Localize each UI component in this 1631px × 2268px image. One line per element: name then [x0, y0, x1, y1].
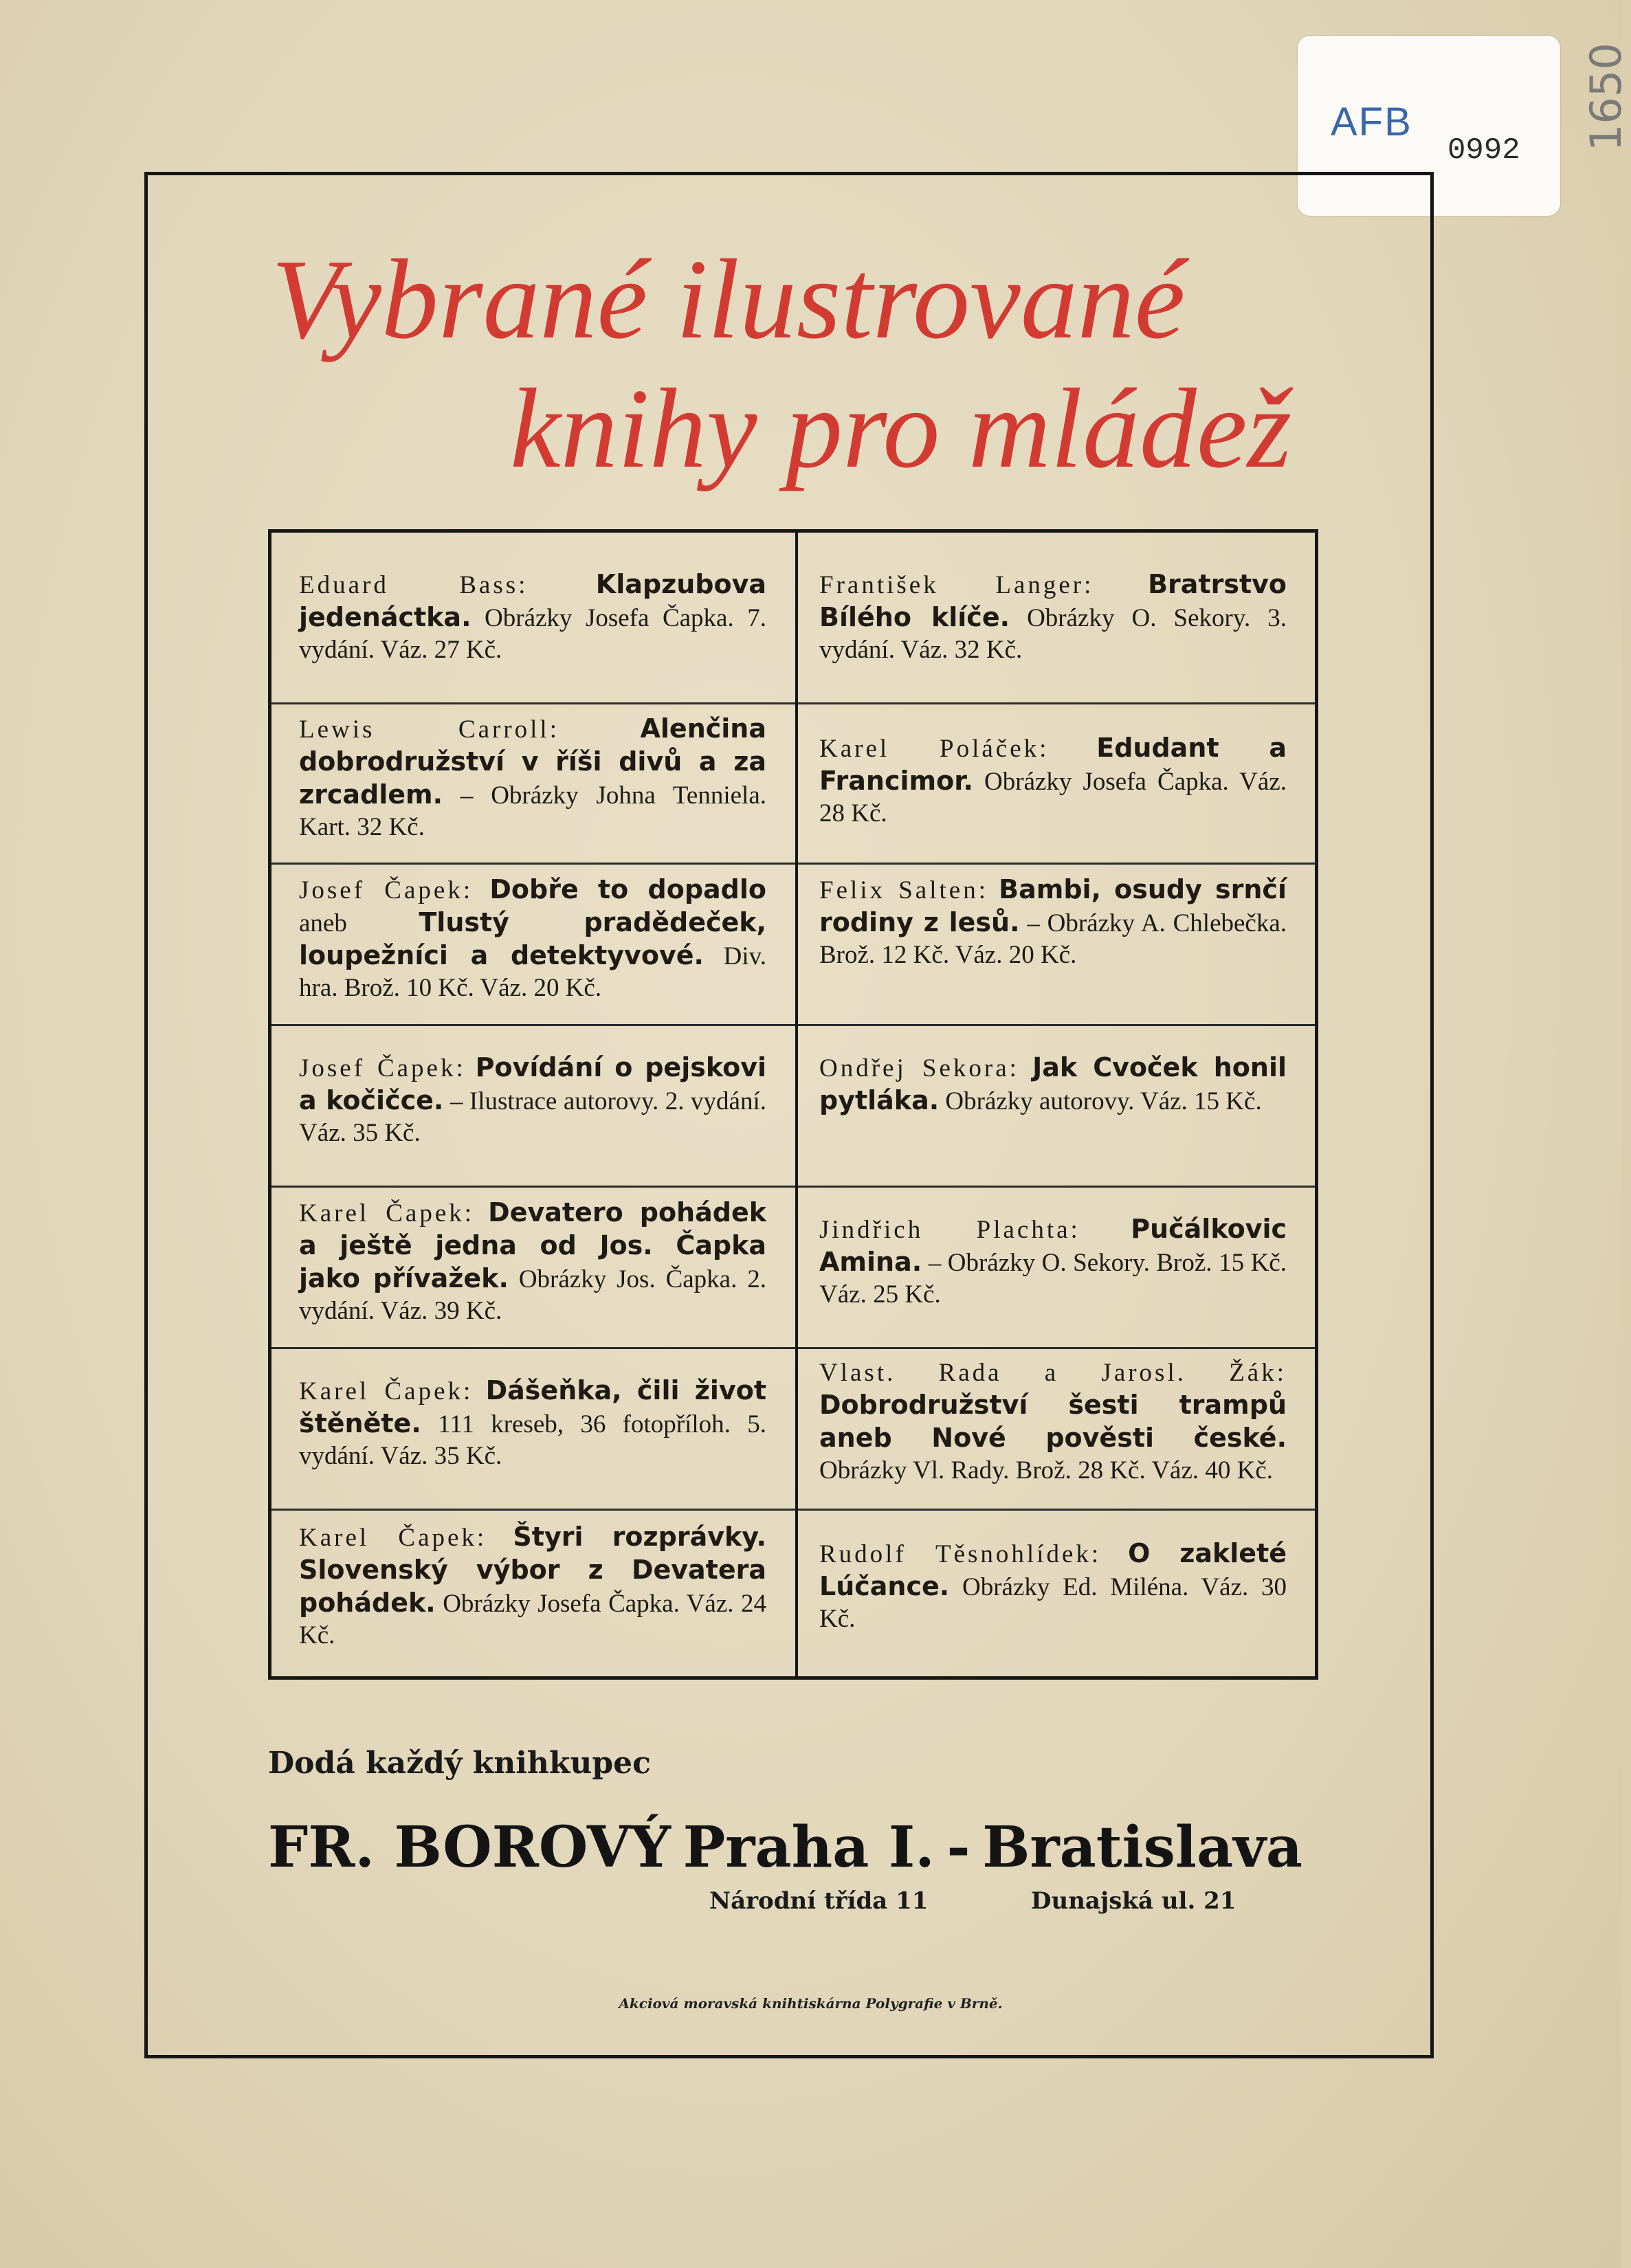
book-author: František Langer:	[819, 571, 1094, 599]
publisher-line	[268, 1814, 1302, 1880]
headline-line-1: Vybrané ilustrované	[271, 236, 1186, 362]
row-divider	[271, 1347, 795, 1349]
row-divider	[271, 1186, 795, 1188]
book-author: Karel Čapek:	[299, 1199, 475, 1227]
book-details: Obrázky Vl. Rady. Brož. 28 Kč. Váz. 40 Kč.	[819, 1456, 1274, 1485]
book-title: Dášeňka, čili život štěněte.	[299, 1375, 766, 1438]
book-subtitle: Tlustý pradědeček, loupežníci a detektyvové.	[299, 907, 766, 970]
publisher-city-1: Praha I.	[683, 1814, 935, 1880]
row-divider	[798, 1024, 1315, 1026]
book-details: – Obrázky O. Sekory. Brož. 15 Kč. Váz. 25 Kč.	[819, 1249, 1287, 1309]
book-entry	[819, 874, 1287, 971]
row-divider	[798, 863, 1315, 865]
book-entry	[299, 1197, 766, 1327]
book-entry	[299, 874, 766, 1004]
book-author: Karel Čapek:	[299, 1377, 474, 1405]
book-entry	[299, 1375, 766, 1472]
book-author: Ondřej Sekora:	[819, 1054, 1019, 1082]
archive-code: AFB	[1331, 100, 1412, 144]
book-title: Devatero pohádek a ještě jedna od Jos. Čapka jako přívažek.	[299, 1197, 766, 1293]
book-details: Obrázky Josefa Čapka. Váz. 28 Kč.	[819, 768, 1287, 827]
row-divider	[271, 702, 795, 704]
book-author: Felix Salten:	[819, 876, 988, 904]
book-details: Obrázky Josefa Čapka. Váz. 24 Kč.	[299, 1590, 766, 1649]
book-author: Josef Čapek:	[299, 876, 474, 904]
row-divider	[798, 1186, 1315, 1188]
book-entry	[819, 1052, 1287, 1118]
book-author: Karel Poláček:	[819, 735, 1050, 763]
book-author: Vlast. Rada a Jarosl. Žák:	[819, 1359, 1287, 1387]
book-author: Eduard Bass:	[299, 571, 529, 599]
book-details: – Obrázky Johna Tenniela. Kart. 32 Kč.	[299, 781, 766, 841]
book-author: Josef Čapek:	[299, 1054, 466, 1082]
book-author: Karel Čapek:	[299, 1524, 487, 1552]
book-entry	[819, 568, 1287, 666]
handwritten-note: 1650	[1581, 43, 1631, 151]
row-divider	[798, 1347, 1315, 1349]
publisher-city-2: Bratislava	[982, 1814, 1302, 1880]
book-entry	[819, 1537, 1287, 1635]
book-entry	[819, 1213, 1287, 1311]
book-title: O zakleté Lúčance.	[819, 1538, 1287, 1601]
book-details: Obrázky Josefa Čapka. 7. vydání. Váz. 27 Kč.	[299, 604, 767, 664]
book-author: Lewis Carroll:	[299, 715, 559, 744]
book-details: Obrázky Ed. Miléna. Váz. 30 Kč.	[819, 1573, 1287, 1633]
book-author: Rudolf Těsnohlídek:	[819, 1540, 1102, 1568]
book-entry	[299, 568, 766, 666]
book-title: Alenčina dobrodružství v říši divů a za zrcadlem.	[299, 713, 766, 810]
book-details: 111 kreseb, 36 fotopříloh. 5. vydání. Váz. 35 Kč.	[299, 1410, 766, 1470]
book-title: Dobře to dopadlo	[489, 874, 766, 904]
publisher-separator: -	[946, 1814, 970, 1880]
book-details: Div. hra. Brož. 10 Kč. Váz. 20 Kč.	[299, 942, 766, 1002]
archive-number: 0992	[1447, 133, 1520, 168]
book-title: Edudant a Francimor.	[819, 733, 1287, 796]
publisher-name: FR. BOROVÝ	[268, 1814, 672, 1880]
address-praha: Národní třída 11	[709, 1887, 929, 1915]
book-title: Jak Cvoček honil pytláka.	[819, 1052, 1287, 1115]
book-title: Štyri rozprávky. Slovenský výbor z Devatera pohádek.	[299, 1522, 766, 1618]
book-entry	[299, 1521, 766, 1652]
address-bratislava: Dunajská ul. 21	[1031, 1887, 1236, 1915]
book-title: Povídání o pejskovi a kočičce.	[299, 1052, 766, 1115]
book-entry	[819, 732, 1287, 830]
book-details: – Ilustrace autorovy. 2. vydání. Váz. 35 Kč.	[299, 1087, 766, 1147]
book-details: Obrázky O. Sekory. 3. vydání. Váz. 32 Kč.	[819, 604, 1287, 664]
book-entry	[299, 713, 766, 843]
book-title: Bambi, osudy srnčí rodiny z lesů.	[819, 874, 1287, 937]
delivery-note: Dodá každý knihkupec	[268, 1746, 651, 1781]
book-list-table	[268, 529, 1318, 1680]
row-divider	[271, 1509, 795, 1511]
book-title: Pučálkovic Amina.	[819, 1214, 1287, 1277]
book-title: Dobrodružství šesti trampů aneb Nové pověsti české.	[819, 1390, 1287, 1453]
book-title: Bratrstvo Bílého klíče.	[819, 569, 1287, 632]
row-divider	[798, 702, 1315, 704]
book-details: – Obrázky A. Chlebečka. Brož. 12 Kč. Váz. 20 Kč.	[819, 909, 1287, 969]
book-title: Klapzubova jedenáctka.	[299, 569, 766, 632]
headline-line-2: knihy pro mládež	[510, 365, 1292, 491]
book-entry	[299, 1052, 766, 1149]
book-details: Obrázky autorovy. Váz. 15 Kč.	[945, 1087, 1262, 1115]
book-entry	[819, 1357, 1287, 1487]
row-divider	[271, 1024, 795, 1026]
row-divider	[798, 1509, 1315, 1511]
book-details: Obrázky Jos. Čapka. 2. vydání. Váz. 39 Kč.	[299, 1265, 767, 1325]
book-author: Jindřich Plachta:	[819, 1216, 1080, 1244]
printer-credit: Akciová moravská knihtiskárna Polygrafie v Brně.	[619, 1995, 1003, 2012]
book-details-prefix: aneb	[299, 909, 347, 937]
row-divider	[271, 863, 795, 865]
